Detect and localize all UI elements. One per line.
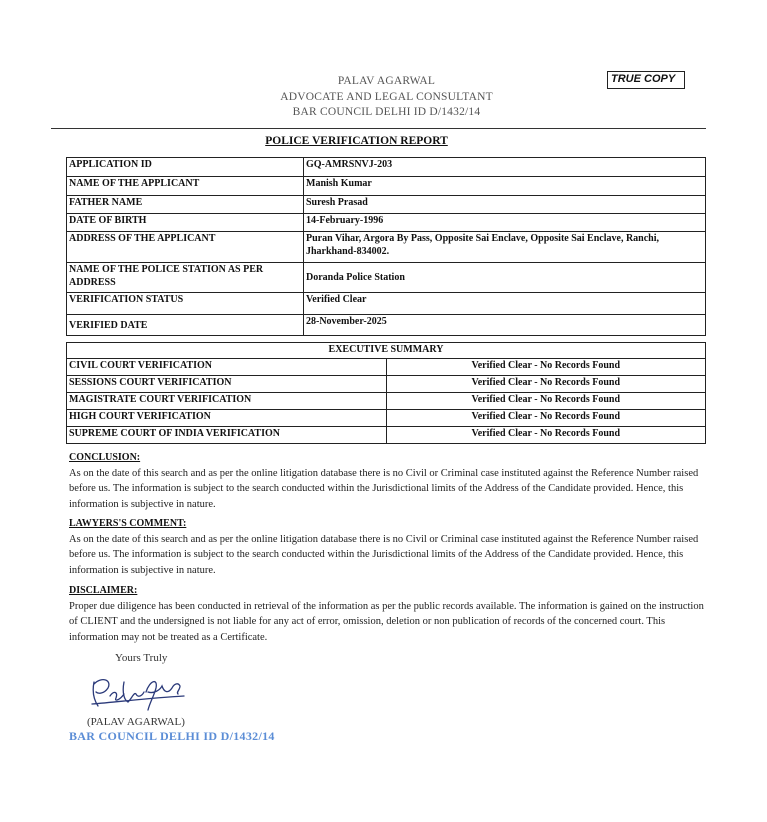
- detail-label: APPLICATION ID: [67, 158, 304, 177]
- detail-label: VERIFIED DATE: [67, 315, 304, 336]
- disclaimer-text: Proper due diligence has been conducted in retrieval of the information as per the public records available. The information is gained on the instruction of CLIENT and the undersigned is not liable for any act of error, omission, deletion or non publication of records of the concerned court. This information may not be treated as a Certificate.: [69, 600, 704, 643]
- detail-label: FATHER NAME: [67, 196, 304, 214]
- detail-value: GQ-AMRSNVJ-203: [304, 158, 706, 177]
- summary-value: Verified Clear - No Records Found: [386, 410, 706, 427]
- detail-value: Suresh Prasad: [304, 196, 706, 214]
- table-row: [67, 177, 706, 196]
- lawyers-comment-title: LAWYERS'S COMMENT:: [69, 518, 187, 529]
- summary-label: CIVIL COURT VERIFICATION: [67, 359, 387, 376]
- table-row: [67, 343, 706, 359]
- detail-value: Doranda Police Station: [304, 263, 706, 293]
- bar-council-id: BAR COUNCIL DELHI ID D/1432/14: [292, 106, 481, 118]
- table-row: [67, 263, 706, 293]
- lawyers-comment-text: As on the date of this search and as per the online litigation database there is no Civil or Criminal case instituted against the Reference Number raised before us. The information is subject to the search conducted within the Jurisdictional limits of the Address of the Candidate provided. Hence, this information is subjective in nature.: [69, 533, 699, 576]
- advocate-name: PALAV AGARWAL: [337, 75, 436, 87]
- detail-value: Puran Vihar, Argora By Pass, Opposite Sai Enclave, Opposite Sai Enclave, Ranchi, Jharkhand-834002.: [304, 232, 706, 263]
- summary-label: SESSIONS COURT VERIFICATION: [67, 376, 387, 393]
- detail-value: 28-November-2025: [304, 315, 706, 336]
- summary-label: MAGISTRATE COURT VERIFICATION: [67, 393, 387, 410]
- signatory-name: (PALAV AGARWAL): [87, 716, 185, 728]
- summary-value: Verified Clear - No Records Found: [386, 427, 706, 444]
- report-title: POLICE VERIFICATION REPORT: [265, 135, 448, 147]
- conclusion-title: CONCLUSION:: [69, 452, 141, 463]
- detail-label: NAME OF THE POLICE STATION AS PER ADDRESS: [67, 263, 304, 293]
- applicant-details-table: [66, 157, 706, 336]
- table-row: [67, 315, 706, 336]
- table-row: [67, 427, 706, 444]
- table-row: [67, 293, 706, 315]
- detail-label: VERIFICATION STATUS: [67, 293, 304, 315]
- lawyers-comment-section: [69, 516, 709, 578]
- true-copy-stamp: TRUE COPY: [607, 71, 685, 89]
- executive-summary-table: [66, 342, 706, 444]
- table-row: [67, 376, 706, 393]
- table-row: [67, 359, 706, 376]
- signatory-bar-id: BAR COUNCIL DELHI ID D/1432/14: [69, 729, 275, 743]
- handwritten-signature: [88, 672, 188, 714]
- advocate-title: ADVOCATE AND LEGAL CONSULTANT: [280, 90, 493, 103]
- summary-value: Verified Clear - No Records Found: [386, 393, 706, 410]
- table-row: [67, 214, 706, 232]
- detail-value: Verified Clear: [304, 293, 706, 315]
- disclaimer-section: [69, 583, 709, 645]
- detail-label: DATE OF BIRTH: [67, 214, 304, 232]
- table-row: [67, 158, 706, 177]
- detail-label: NAME OF THE APPLICANT: [67, 177, 304, 196]
- conclusion-text: As on the date of this search and as per the online litigation database there is no Civil or Criminal case instituted against the Reference Number raised before us. The information is subject to the search conducted within the Jurisdictional limits of the Address of the Candidate provided. Hence, this information is subjective in nature.: [69, 467, 699, 510]
- header-divider: [51, 128, 706, 129]
- detail-value: 14-February-1996: [304, 214, 706, 232]
- detail-label: ADDRESS OF THE APPLICANT: [67, 232, 304, 263]
- summary-label: SUPREME COURT OF INDIA VERIFICATION: [67, 427, 387, 444]
- table-row: [67, 232, 706, 263]
- detail-value: Manish Kumar: [304, 177, 706, 196]
- table-row: [67, 393, 706, 410]
- table-row: [67, 410, 706, 427]
- summary-value: Verified Clear - No Records Found: [386, 359, 706, 376]
- closing-salutation: Yours Truly: [115, 652, 168, 664]
- summary-label: HIGH COURT VERIFICATION: [67, 410, 387, 427]
- summary-heading: EXECUTIVE SUMMARY: [67, 343, 706, 359]
- summary-value: Verified Clear - No Records Found: [386, 376, 706, 393]
- disclaimer-title: DISCLAIMER:: [69, 585, 138, 596]
- conclusion-section: [69, 450, 709, 512]
- table-row: [67, 196, 706, 214]
